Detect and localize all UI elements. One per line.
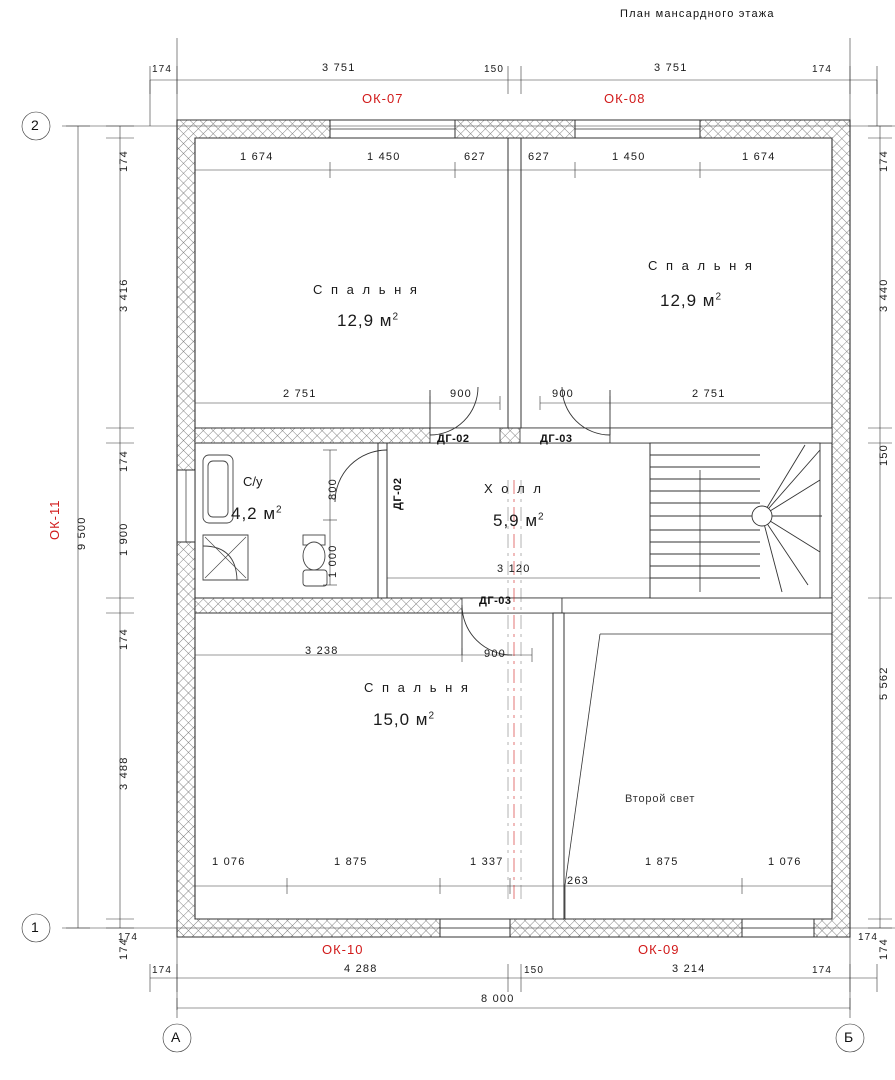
- dim-900-b: 900: [552, 388, 574, 400]
- dim-inner-1450-right: 1 450: [612, 151, 646, 163]
- dim-right-174-a: 174: [878, 150, 890, 172]
- dim-1000: 1 000: [327, 544, 339, 578]
- dim-263: 263: [567, 875, 589, 887]
- axis-marker-2: 2: [31, 117, 39, 133]
- dim-bottom-1337: 1 337: [470, 856, 504, 868]
- dim-right-174-b: 174: [878, 938, 890, 960]
- area-sup-4: 2: [538, 511, 545, 523]
- area-sup-1: 2: [392, 311, 400, 323]
- door-label-dg02-bath: ДГ-02: [392, 477, 404, 510]
- dim-bottom-4288: 4 288: [344, 963, 378, 975]
- window-label-ok10: ОК-10: [322, 942, 364, 957]
- dim-top-3751-right: 3 751: [654, 62, 688, 74]
- dim-bottom-1076-left: 1 076: [212, 856, 246, 868]
- room-label-second-light: Второй свет: [625, 793, 696, 805]
- window-label-ok09: ОК-09: [638, 942, 680, 957]
- dim-bottom-150: 150: [524, 965, 544, 976]
- window-label-ok08: ОК-08: [604, 91, 646, 106]
- dim-left-174-b: 174: [118, 450, 130, 472]
- dim-left-174-c: 174: [118, 628, 130, 650]
- door-label-dg02-top: ДГ-02: [437, 433, 470, 445]
- dim-900-a: 900: [450, 388, 472, 400]
- door-swings: [335, 387, 610, 655]
- room-label-bedroom-1: С п а л ь н я: [313, 282, 420, 297]
- dim-top-3751-left: 3 751: [322, 62, 356, 74]
- dim-inner-627-left: 627: [464, 151, 486, 163]
- room-label-bedroom-3: С п а л ь н я: [364, 680, 471, 695]
- dim-inner-1674-left: 1 674: [240, 151, 274, 163]
- dim-800: 800: [327, 478, 339, 500]
- dim-right-3440: 3 440: [878, 278, 890, 312]
- dim-right-150: 150: [878, 444, 890, 466]
- area-value-1: 12,9 м: [337, 311, 393, 330]
- page-title: План мансардного этажа: [620, 8, 775, 20]
- dim-left-total-9500: 9 500: [76, 516, 88, 550]
- dim-bottom-1875-left: 1 875: [334, 856, 368, 868]
- dim-top-150: 150: [484, 64, 504, 75]
- area-value-2: 12,9 м: [660, 291, 716, 310]
- dim-bottom-total-8000: 8 000: [481, 993, 515, 1005]
- door-label-dg03-bottom: ДГ-03: [479, 595, 512, 607]
- area-sup-3: 2: [276, 504, 283, 516]
- room-area-bedroom-2: [660, 291, 722, 311]
- dim-bottom-3214: 3 214: [672, 963, 706, 975]
- area-value-5: 15,0 м: [373, 710, 429, 729]
- dim-2751-right: 2 751: [692, 388, 726, 400]
- door-label-dg03-top: ДГ-03: [540, 433, 573, 445]
- window-label-ok11: ОК-11: [47, 499, 62, 540]
- room-label-bedroom-2: С п а л ь н я: [648, 258, 755, 273]
- room-area-hall: [493, 511, 545, 531]
- dim-inner-1674-right: 1 674: [742, 151, 776, 163]
- axis-marker-1: 1: [31, 919, 39, 935]
- dim-top-174-left: 174: [152, 64, 172, 75]
- area-sup-5: 2: [428, 710, 436, 722]
- dim-2751-left: 2 751: [283, 388, 317, 400]
- dim-left-3488: 3 488: [118, 756, 130, 790]
- axis-marker-a: А: [171, 1029, 181, 1045]
- window-label-ok07: ОК-07: [362, 91, 404, 106]
- second-light-lines: [565, 634, 832, 919]
- dim-inner-627-right: 627: [528, 151, 550, 163]
- area-value-3: 4,2 м: [231, 504, 277, 523]
- dim-left-3416: 3 416: [118, 278, 130, 312]
- dim-3120: 3 120: [497, 563, 531, 575]
- dim-right-5562: 5 562: [878, 666, 890, 700]
- dim-bottom-1875-right: 1 875: [645, 856, 679, 868]
- dim-left-174-d: 174: [118, 938, 130, 960]
- area-value-4: 5,9 м: [493, 511, 539, 530]
- dim-left-174-a: 174: [118, 150, 130, 172]
- dim-bottom-174-rr: 174: [858, 932, 878, 943]
- room-label-bathroom: С/у: [243, 474, 263, 489]
- room-label-hall: Х о л л: [484, 481, 544, 496]
- room-area-bedroom-1: [337, 311, 399, 331]
- dim-top-174-right: 174: [812, 64, 832, 75]
- axis-marker-b: Б: [844, 1029, 854, 1045]
- dim-bottom-174-right: 174: [812, 965, 832, 976]
- dim-bottom-1076-right: 1 076: [768, 856, 802, 868]
- dim-inner-1450-left: 1 450: [367, 151, 401, 163]
- room-area-bathroom: [231, 504, 283, 524]
- dim-bottom-174-ll: 174: [118, 932, 138, 943]
- dim-left-1900: 1 900: [118, 522, 130, 556]
- dim-900-c: 900: [484, 648, 506, 660]
- dim-bottom-174-left: 174: [152, 965, 172, 976]
- area-sup-2: 2: [715, 291, 723, 303]
- room-area-bedroom-3: [373, 710, 435, 730]
- staircase: [650, 443, 822, 598]
- dim-3238: 3 238: [305, 645, 339, 657]
